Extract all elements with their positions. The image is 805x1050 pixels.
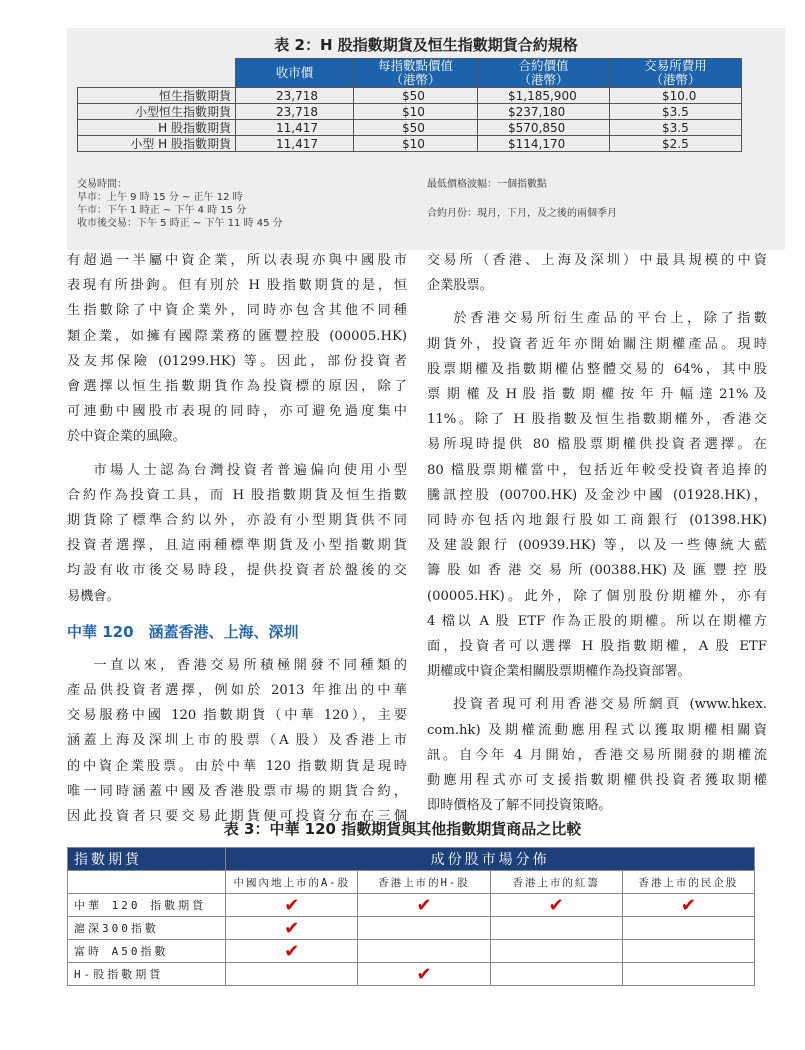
text-line: 產品供投資者選擇，例如於 2013 年推出的中華 [67, 683, 407, 699]
text-line: 投資者選擇，且這兩種標準期貨及小型指數期貨 [67, 538, 407, 554]
table2-header-fee: 交易所費用 （港幣） [610, 59, 742, 88]
text-line: 市場人士認為台灣投資者普遍偏向使用小型 [93, 462, 407, 478]
text-line: 因此投資者只要交易此期貨便可投資分布在三個 [67, 809, 407, 825]
text-line: 唯一同時涵蓋中國及香港股票市場的期貨合約， [67, 783, 407, 799]
row-name: 小型 H 股指數期貨 [78, 136, 236, 152]
empty-cell [622, 917, 754, 940]
text-line: 易機會。 [67, 588, 120, 604]
table3-subheader-blank [68, 871, 226, 894]
row-name: 恒生指數期貨 [78, 88, 236, 104]
empty-cell [358, 940, 490, 963]
text-line: 票 期 權 及 H 股 指 數 期 權 按 年 升 幅 達 21% 及 [427, 387, 767, 403]
point-value: $50 [354, 120, 478, 136]
empty-cell [226, 963, 358, 986]
text-line: 騰訊控股 (00700.HK) 及金沙中國 (01928.HK)， [427, 487, 767, 503]
table3-header-left: 指數期貨 [68, 848, 226, 871]
index-name: 滬深300指數 [68, 917, 226, 940]
text-line: 4 檔以 A 股 ETF 作為正股的期權。所以在期權方 [427, 613, 767, 629]
text-line: 投資者現可利用香港交易所網頁 (www.hkex. [453, 697, 767, 713]
empty-cell [490, 940, 622, 963]
text-line: 及友邦保險 (01299.HK) 等。因此，部份投資者 [67, 353, 407, 369]
text-line: 生指數除了中資企業外，同時亦包含其他不同種 [67, 303, 407, 319]
text-line: 交易服務中國 120 指數期貨（中華 120），主要 [67, 708, 407, 724]
note-line: 午市：下午 1 時正 ~ 下午 4 時 15 分 [77, 205, 247, 216]
empty-cell [358, 917, 490, 940]
empty-cell [490, 917, 622, 940]
check-icon: ✔ [622, 894, 754, 917]
text-line: 期權或中資企業相關股票期權作為投資部署。 [427, 664, 691, 680]
table3 [67, 847, 755, 986]
table-row [68, 894, 755, 917]
table-row [78, 88, 742, 104]
empty-cell [490, 963, 622, 986]
table2-box [67, 28, 785, 250]
contract-month-note: 合約月份：現月，下月，及之後的兩個季月 [427, 208, 617, 219]
empty-cell [622, 940, 754, 963]
table3-header-right: 成份股市場分佈 [226, 848, 755, 871]
close-price: 23,718 [236, 88, 354, 104]
subheader-red-chips: 香港上市的紅籌 [490, 871, 622, 894]
text-line: 期貨除了標準合約以外，亦設有小型期貨供不同 [67, 513, 407, 529]
paragraph [427, 692, 767, 818]
row-name: 小型恒生指數期貨 [78, 104, 236, 120]
text-line: 80 檔股票期權當中，包括近年較受投資者追捧的 [427, 462, 767, 478]
paragraph [67, 458, 407, 609]
exchange-fee: $2.5 [610, 136, 742, 152]
subheader-h-shares: 香港上市的H-股 [358, 871, 490, 894]
note-line: 交易時間： [77, 179, 127, 190]
table3-title: 表 3：中華 120 指數期貨與其他指數期貨商品之比較 [223, 820, 582, 838]
table2-header-blank [78, 59, 236, 88]
table-row [68, 940, 755, 963]
contract-value: $570,850 [478, 120, 610, 136]
text-line: 面，投資者可以選擇 H 股指數期權，A 股 ETF [427, 639, 767, 655]
text-line: 有超過一半屬中資企業，所以表現亦與中國股市 [67, 253, 407, 268]
subheader-a-shares: 中國內地上市的A-股 [226, 871, 358, 894]
exchange-fee: $3.5 [610, 104, 742, 120]
paragraph [427, 248, 767, 298]
text-line: 動應用程式亦可支援指數期權供投資者獲取期權 [427, 773, 767, 789]
close-price: 11,417 [236, 136, 354, 152]
table3-header-row [68, 848, 755, 871]
paragraph [427, 306, 767, 684]
contract-value: $237,180 [478, 104, 610, 120]
table2-header-contract-value: 合約價值 （港幣） [478, 59, 610, 88]
text-line: 的中資企業股票。由於中華 120 指數期貨是現時 [67, 758, 407, 774]
index-name: H-股指數期貨 [68, 963, 226, 986]
text-line: 於中資企業的風險。 [67, 429, 186, 445]
table2-header-row [78, 59, 742, 88]
paragraph [67, 653, 407, 829]
text-line: 籌 股 如 香 港 交 易 所 (00388.HK) 及 匯 豐 控 股 [427, 563, 767, 579]
empty-cell [622, 963, 754, 986]
note-line: 早市：上午 9 時 15 分 ~ 正午 12 時 [77, 192, 243, 203]
section-heading: 中華 120 涵蓋香港、上海、深圳 [67, 622, 299, 641]
point-value: $50 [354, 88, 478, 104]
table-row [68, 917, 755, 940]
text-line: 類企業，如擁有國際業務的匯豐控股 (00005.HK) [67, 328, 407, 344]
text-line: 表現有所掛鉤。但有別於 H 股指數期貨的是，恒 [67, 278, 407, 294]
index-name: 富時 A50指數 [68, 940, 226, 963]
close-price: 11,417 [236, 120, 354, 136]
text-line: com.hk) 及期權流動應用程式以獲取期權相關資 [427, 722, 767, 738]
index-name: 中華 120 指數期貨 [68, 894, 226, 917]
text-line: 11%。除了 H 股指數及恒生指數期權外，香港交 [427, 412, 767, 428]
table-row [78, 136, 742, 152]
check-icon: ✔ [226, 917, 358, 940]
text-line: 交易所（香港、上海及深圳）中最具規模的中資 [427, 253, 767, 268]
contract-value: $1,185,900 [478, 88, 610, 104]
exchange-fee: $3.5 [610, 120, 742, 136]
exchange-fee: $10.0 [610, 88, 742, 104]
paragraph [67, 248, 407, 450]
check-icon: ✔ [358, 963, 490, 986]
text-line: 股票期權及指數期權佔整體交易的 64%，其中股 [427, 361, 767, 377]
point-value: $10 [354, 104, 478, 120]
table-row [78, 104, 742, 120]
text-line: 於香港交易所衍生產品的平台上，除了指數 [453, 311, 767, 327]
check-icon: ✔ [490, 894, 622, 917]
note-line: 收市後交易：下午 5 時正 ~ 下午 11 時 45 分 [77, 218, 283, 229]
text-line: 會選擇以恒生指數期貨作為投資標的原因，除了 [67, 379, 407, 395]
table2-title: 表 2：H 股指數期貨及恒生指數期貨合約規格 [274, 36, 578, 54]
text-line: 訊。自今年 4 月開始，香港交易所開發的期權流 [427, 747, 767, 763]
text-line: 期貨外，投資者近年亦開始關注期權產品。現時 [427, 336, 767, 352]
text-line: 均設有收市後交易時段，提供投資者於盤後的交 [67, 563, 407, 579]
right-column [427, 248, 767, 818]
min-tick-note: 最低價格波幅：一個指數點 [427, 179, 547, 190]
table3-subheader-row [68, 871, 755, 894]
table2-header-close: 收市價 [236, 59, 354, 88]
point-value: $10 [354, 136, 478, 152]
table2-header-point-value: 每指數點價值 （港幣） [354, 59, 478, 88]
table-row [78, 120, 742, 136]
left-column [67, 248, 407, 829]
text-line: 即時價格及了解不同投資策略。 [427, 798, 612, 814]
text-line: (00005.HK)。此外，除了個別股份期權外，亦有 [427, 588, 767, 604]
text-line: 合約作為投資工具，而 H 股指數期貨及恒生指數 [67, 487, 407, 503]
row-name: H 股指數期貨 [78, 120, 236, 136]
table2 [77, 58, 742, 152]
contract-value: $114,170 [478, 136, 610, 152]
text-line: 同時亦包括內地銀行股如工商銀行 (01398.HK) [427, 513, 767, 529]
text-line: 易所現時提供 80 檔股票期權供投資者選擇。在 [427, 437, 767, 453]
text-line: 企業股票。 [427, 278, 493, 294]
check-icon: ✔ [226, 894, 358, 917]
check-icon: ✔ [358, 894, 490, 917]
table-row [68, 963, 755, 986]
subheader-private-enterprises: 香港上市的民企股 [622, 871, 754, 894]
text-line: 可連動中國股市表現的同時，亦可避免過度集中 [67, 404, 407, 420]
text-line: 一直以來，香港交易所積極開發不同種類的 [93, 657, 407, 673]
text-line: 及建設銀行 (00939.HK) 等，以及一些傳統大藍 [427, 538, 767, 554]
close-price: 23,718 [236, 104, 354, 120]
check-icon: ✔ [226, 940, 358, 963]
trading-hours-notes [77, 178, 283, 230]
text-line: 涵蓋上海及深圳上市的股票（A 股）及香港上市 [67, 733, 407, 749]
